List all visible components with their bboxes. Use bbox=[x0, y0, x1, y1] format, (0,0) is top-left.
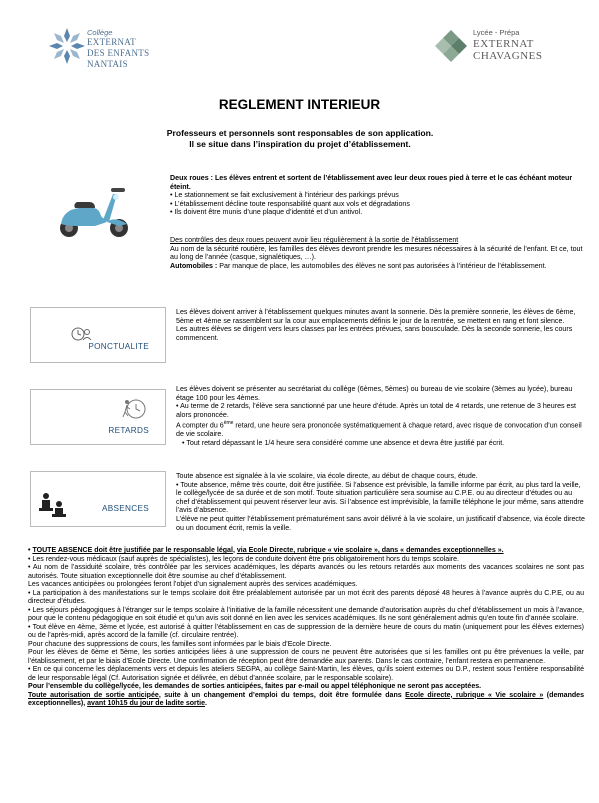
snowflake-logo-icon bbox=[47, 26, 87, 66]
logo-right-name: EXTERNAT CHAVAGNES bbox=[473, 38, 543, 62]
controles-title: Des contrôles des deux roues peuvent avoir lieu régulièrement à la sortie de l’établissement bbox=[170, 236, 459, 244]
list-item: • Les rendez-vous médicaux (sauf auprès de spécialistes), les leçons de conduite doivent être pris obligatoirement hors du temps scolaire. bbox=[28, 555, 459, 563]
controles-text: Au nom de la sécurité routière, les familles des élèves devront prendre les mesures nécessaires à la sécurité de l’enfant. Et ce, tout au long de l’année (casque, signalétiques, …). bbox=[170, 244, 583, 262]
absences-text: Toute absence est signalée à la vie scolaire, via école directe, au début de chaque cours, étude. • Toute absence, même très courte, doit être justifiée. Si l’absence est prévisible, la famille informe par écrit, au plus tard la veille, le collège/lycée de sa durée et de son motif. Toute situation particulière sera soumise au C.P.E. ou au directeur d’études ou au chef d’établissement qui peuvent réserver leur avis. Si l’absence est imprévisible, la famille téléphone le jour même, sans attendre l’avis d’absence. L’élève ne peut quitter l’établissement prématurément sans avoir délivré à la vie scolaire, un justificatif d’absence, via école directe ou un document écrit, remis la veille. bbox=[176, 472, 585, 532]
ponctualite-card bbox=[30, 307, 166, 363]
scooter-icon bbox=[55, 178, 133, 240]
clock-people-icon bbox=[71, 326, 93, 342]
logo-left-name: EXTERNAT DES ENFANTS NANTAIS bbox=[87, 37, 150, 69]
list-item: • Ils doivent être munis d’une plaque d’identité et d’un antivol. bbox=[170, 208, 363, 217]
deux-roues-intro: Deux roues : Les élèves entrent et sortent de l’établissement avec leur deux roues pied à terre et le cas échéant moteur éteint. bbox=[170, 174, 573, 191]
list-item: • La participation à des manifestations sur le temps scolaire doit être préalablement autorisée par un mot écrit des parents déposé 48 heures à l’avance auprès du C.P.E, ou au directeur d’études. bbox=[28, 589, 584, 605]
deux-roues-section bbox=[170, 174, 585, 217]
list-item: • Au nom de l’assiduité scolaire, très contrôlée par les services académiques, les départs avancés ou les retours retardés aux moments des vacances scolaires ne sont pas autorisés. Toute situation exceptionnelle doit être soumise au chef d’établissement. bbox=[28, 564, 584, 580]
controles-section bbox=[170, 236, 585, 270]
list-item: • TOUTE ABSENCE doit être justifiée par le responsable légal, via Ecole Directe, rubrique « vie scolaire », dans « demandes exceptionnelles ». bbox=[28, 547, 504, 554]
diamond-logo-icon bbox=[433, 28, 469, 64]
list-item: • En ce qui concerne les déplacements vers et depuis les ateliers SEGPA, au collège Saint-Martin, les élèves, qu’ils soient externes ou D.P., restent sous l’entière responsabilité de leur responsable légal (Cf. Autorisation signée et délivrée, en début d’année scolaire, par le responsable scolaire). bbox=[28, 666, 584, 682]
rules-list bbox=[28, 547, 584, 709]
list-item: • Le stationnement se fait exclusivement à l’intérieur des parkings prévus bbox=[170, 191, 399, 200]
list-item: • Tout élève en 4ème, 3ème et lycée, est autorisé à quitter l’établissement en cas de suppression de la dernière heure de cours du matin (uniquement pour les élèves externes) ou de l’après-midi, après accord de la famille (cf. circulaire rentrée). bbox=[28, 623, 584, 639]
list-item: Pour l’ensemble du collège/lycée, les demandes de sorties anticipées, faites par e-mail ou appel téléphonique ne seront pas acceptées. bbox=[28, 683, 482, 690]
automobiles-paragraph: Automobiles : Par manque de place, les automobiles des élèves ne sont pas autorisées à l’intérieur de l’établissement. bbox=[170, 261, 547, 270]
ponctualite-text: Les élèves doivent arriver à l’établissement quelques minutes avant la sonnerie. Dès la première sonnerie, les élèves de 6ème, 5ème et 4ème se rassemblent sur la cour aux emplacements définis le jour de la rentrée, se mettent en rang et font silence. Les autres élèves se dirigent vers leurs classes par les entrées prévues, sans bousculade. Dès la seconde sonnerie, les cours commencent. bbox=[176, 308, 576, 342]
retards-card bbox=[30, 389, 166, 445]
list-item: • Les séjours pédagogiques à l’étranger sur le temps scolaire à l’initiative de la famille nécessitent une demande d’autorisation auprès du chef d’établissement un mois à l’avance, pour que le contenu pédagogique en soit étudié et qu’un avis soit donné en lien avec les services académiques. Ils ne sont généralement admis qu’en toute fin d’année scolaire. bbox=[28, 606, 584, 622]
logo-left-small: Collège bbox=[87, 28, 113, 37]
running-late-icon bbox=[121, 396, 147, 422]
absences-card bbox=[30, 471, 166, 527]
logo-right-small: Lycée - Prépa bbox=[473, 28, 520, 37]
list-item: • L’établissement décline toute responsabilité quant aux vols et dégradations bbox=[170, 199, 410, 208]
logo-externat-enfants-nantais bbox=[47, 24, 187, 72]
list-item: Toute autorisation de sortie anticipée, suite à un changement d’emploi du temps, doit être formulée dans Ecole directe, rubrique « Vie scolaire » (demandes exceptionnelles), avant 10h15 du jour de ladite sortie. bbox=[28, 691, 585, 707]
logo-externat-chavagnes bbox=[433, 26, 568, 74]
retards-label: RETARDS bbox=[108, 426, 149, 435]
retards-text: Les élèves doivent se présenter au secrétariat du collège (6èmes, 5èmes) ou bureau de vie scolaire (3èmes au lycée), bureau étage 100 pour les 4èmes. • Au terme de 2 retards, l’élève sera sanctionné par une heure d’étude. Après un total de 4 retards, une retenue de 3 heures est alors prononcée. A compter du 6ème retard, une heure sera prononcée systématiquement à chaque retard, avec risque de convocation d’un conseil de vie scolaire. • Tout retard dépassant le 1/4 heure sera considéré comme une absence et devra être justifié par écrit. bbox=[176, 385, 582, 447]
ponctualite-label: PONCTUALITE bbox=[88, 342, 149, 351]
page-title: REGLEMENT INTERIEUR bbox=[218, 97, 381, 112]
list-item: Les vacances anticipées ou prolongées feront l’objet d’un signalement auprès des services académiques. bbox=[28, 581, 358, 588]
list-item: Pour chacune des suppressions de cours, les familles sont informées par le biais d’Ecole Directe. bbox=[28, 640, 332, 648]
list-item: Pour les élèves de 6ème et 5ème, les sorties anticipées liées à une suppression de cours ne peuvent être autorisées que si les familles ont pu être prévenues la veille, par l’établissement, et par le biais d’Ecole Directe. Une confirmation de réception peut être demandée aux parents. Dans le cas contraire, l’enfant restera en permanence. bbox=[28, 649, 584, 665]
absences-label: ABSENCES bbox=[102, 504, 149, 513]
page-subtitle: Professeurs et personnels sont responsables de son application. Il se situe dans l’inspiration du projet d’établissement. bbox=[166, 128, 434, 149]
